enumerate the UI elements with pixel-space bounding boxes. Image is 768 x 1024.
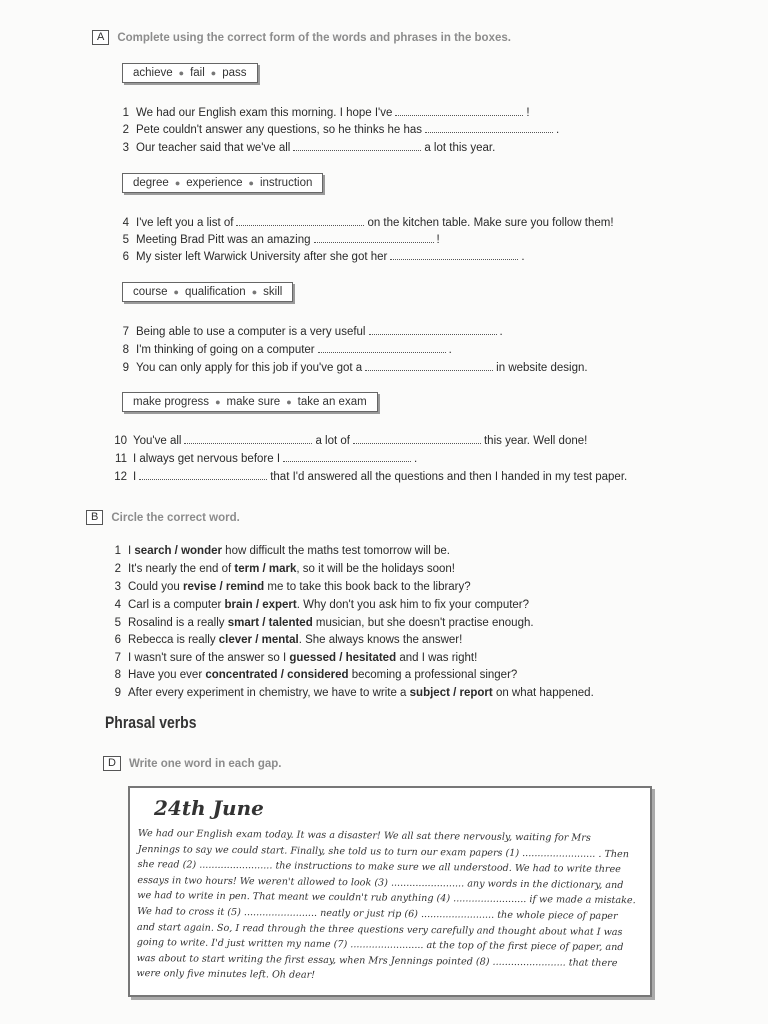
- answer-gap[interactable]: [425, 124, 553, 133]
- circle-item-b5: [107, 617, 534, 629]
- answer-gap[interactable]: [314, 234, 434, 243]
- word-box-4: [122, 392, 378, 412]
- box-word: qualification: [184, 286, 246, 298]
- bullet: ●: [173, 286, 179, 297]
- item-number: 1: [122, 107, 129, 119]
- item-text: that I'd answered all the questions and then I handed in my test paper.: [270, 471, 628, 483]
- bullet: ●: [174, 177, 181, 188]
- box-word: pass: [222, 67, 247, 79]
- exercise-item-a3: [115, 142, 495, 154]
- diary-line: We had our English exam today. It was a disaster! We all sat there nervously, waiting for Mrs: [137, 827, 591, 844]
- item-text: . Why don't you ask him to fix your computer?: [296, 599, 530, 611]
- item-text: Rosalind is a really: [128, 617, 225, 629]
- word-choice[interactable]: brain / expert: [224, 599, 297, 611]
- box-word: fail: [190, 67, 205, 79]
- section-a-header: [92, 30, 511, 45]
- item-text: Have you ever: [128, 669, 203, 681]
- bullet: ●: [248, 177, 254, 188]
- diary-line: essays in two hours! We weren't allowed to look (3) ........................ any words in the dictionary, and: [137, 874, 624, 891]
- word-choice[interactable]: guessed / hesitated: [289, 652, 397, 664]
- item-text: Our teacher said that we've all: [136, 142, 291, 154]
- exercise-item-a8: [115, 344, 452, 356]
- item-text: a lot this year.: [424, 142, 496, 154]
- answer-gap[interactable]: [283, 453, 411, 462]
- bullet: ●: [215, 396, 221, 407]
- item-text: After every experiment in chemistry, we have to write a: [128, 687, 407, 699]
- circle-item-b8: [107, 669, 517, 681]
- item-text: musician, but she doesn't practise enough.: [315, 617, 534, 629]
- word-choice[interactable]: search / wonder: [134, 545, 222, 557]
- diary-entry-box: [128, 786, 652, 997]
- item-text: on what happened.: [495, 687, 594, 699]
- item-text: on the kitchen table. Make sure you follow them!: [367, 217, 614, 229]
- answer-gap[interactable]: [353, 435, 481, 444]
- item-text: me to take this book back to the library?: [267, 581, 471, 593]
- box-word: instruction: [259, 177, 313, 189]
- item-number: 7: [122, 326, 129, 338]
- exercise-item-a4: [115, 217, 614, 229]
- item-text: .: [499, 326, 503, 338]
- answer-gap[interactable]: [318, 344, 446, 353]
- answer-gap[interactable]: [236, 217, 364, 226]
- exercise-item-a9: [115, 362, 588, 374]
- item-number: 6: [122, 251, 129, 263]
- item-text: a lot of: [315, 435, 350, 447]
- item-text: and I was right!: [399, 652, 478, 664]
- item-text: this year. Well done!: [483, 435, 588, 447]
- diary-text: [136, 826, 650, 987]
- box-word: skill: [263, 286, 283, 298]
- item-text: My sister left Warwick University after she got her: [136, 251, 388, 263]
- diary-line: Jennings to say we could start. Finally, she told us to turn our exam papers (1) ........................ . Then: [137, 843, 629, 860]
- section-d-header: [103, 756, 281, 771]
- section-letter: B: [86, 510, 103, 525]
- item-text: Could you: [128, 581, 180, 593]
- diary-line: she read (2) ........................ the instructions to make sure we all understood. We had to write three: [137, 859, 621, 876]
- box-word: take an exam: [297, 396, 367, 408]
- circle-item-b7: [107, 652, 477, 664]
- item-number: 5: [114, 617, 121, 629]
- item-text: I: [133, 471, 137, 483]
- item-text: I'm thinking of going on a computer: [136, 344, 315, 356]
- item-number: 8: [114, 669, 121, 681]
- item-text: You've all: [133, 435, 182, 447]
- box-word: experience: [186, 177, 243, 189]
- circle-item-b1: [107, 545, 450, 557]
- answer-gap[interactable]: [390, 251, 518, 260]
- box-word: course: [133, 286, 168, 298]
- bullet: ●: [210, 67, 217, 78]
- item-text: Carl is a computer: [128, 599, 222, 611]
- item-text: !: [436, 234, 440, 246]
- answer-gap[interactable]: [365, 362, 493, 371]
- answer-gap[interactable]: [369, 326, 497, 335]
- diary-line: was about to start writing the first essay, when Mrs Jennings pointed (8) ........................ that there: [136, 952, 618, 969]
- item-number: 3: [122, 142, 129, 154]
- bullet: ●: [286, 396, 292, 407]
- section-heading-phrasal-verbs: Phrasal verbs: [105, 713, 197, 732]
- exercise-item-a12: [109, 471, 627, 483]
- item-text: I wasn't sure of the answer so I: [128, 652, 287, 664]
- item-text: .: [448, 344, 452, 356]
- word-box-1: [122, 63, 258, 83]
- item-text: .: [521, 251, 525, 263]
- diary-line: and start again. So, I read through the three questions very carefully and thought about what I was: [136, 921, 623, 938]
- section-instruction: Circle the correct word.: [111, 511, 240, 524]
- item-text: You can only apply for this job if you've got a: [136, 362, 363, 374]
- bullet: ●: [251, 286, 258, 297]
- item-number: 5: [122, 234, 129, 246]
- section-instruction: Write one word in each gap.: [128, 757, 282, 770]
- section-letter: D: [103, 756, 121, 771]
- section-b-header: [86, 510, 240, 525]
- item-number: 7: [114, 652, 121, 664]
- word-choice[interactable]: smart / talented: [227, 617, 313, 629]
- diary-line: were only five minutes left. Oh dear!: [136, 968, 316, 982]
- word-choice[interactable]: subject / report: [409, 687, 493, 699]
- exercise-item-a11: [109, 453, 417, 465]
- answer-gap[interactable]: [293, 142, 421, 151]
- item-text: , so it will be the holidays soon!: [296, 563, 455, 575]
- circle-item-b6: [107, 634, 462, 646]
- section-instruction: Complete using the correct form of the words and phrases in the boxes.: [117, 31, 511, 44]
- box-word: make sure: [226, 396, 281, 408]
- item-text: . She always knows the answer!: [298, 634, 463, 646]
- item-number: 6: [114, 634, 121, 646]
- answer-gap[interactable]: [139, 471, 267, 480]
- item-text: in website design.: [496, 362, 588, 374]
- circle-item-b9: [107, 687, 594, 699]
- word-choice[interactable]: clever / mental: [218, 634, 299, 646]
- item-number: 4: [114, 599, 121, 611]
- item-number: 8: [122, 344, 129, 356]
- item-text: Pete couldn't answer any questions, so he thinks he has: [136, 124, 423, 136]
- item-number: 3: [114, 581, 121, 593]
- diary-line: We had to cross it (5) ........................ neatly or just rip (6) ........................ the whole piece of paper: [137, 905, 618, 922]
- answer-gap[interactable]: [395, 107, 523, 116]
- item-text: Rebecca is really: [128, 634, 216, 646]
- exercise-item-a1: [115, 107, 530, 119]
- circle-item-b2: [107, 563, 455, 575]
- item-number: 2: [114, 563, 121, 575]
- item-number: 11: [115, 453, 127, 465]
- exercise-item-a7: [115, 326, 503, 338]
- box-word: degree: [133, 177, 169, 189]
- section-letter: A: [92, 30, 109, 45]
- word-box-2: [122, 173, 323, 193]
- item-text: how difficult the maths test tomorrow will be.: [225, 545, 450, 557]
- item-text: .: [556, 124, 560, 136]
- word-choice[interactable]: revise / remind: [183, 581, 265, 593]
- item-number: 12: [114, 471, 127, 483]
- item-number: 4: [122, 217, 129, 229]
- item-text: I always get nervous before I: [133, 453, 281, 465]
- word-choice[interactable]: concentrated / considered: [205, 669, 349, 681]
- item-text: I've left you a list of: [136, 217, 234, 229]
- exercise-item-a10: [109, 435, 587, 447]
- bullet: ●: [178, 67, 185, 78]
- circle-item-b3: [107, 581, 471, 593]
- item-number: 2: [122, 124, 129, 136]
- answer-gap[interactable]: [184, 435, 312, 444]
- item-text: becoming a professional singer?: [351, 669, 518, 681]
- diary-line: going to write. I'd just written my name (7) ........................ at the top of the first piece of paper, and: [136, 937, 624, 954]
- item-text: !: [526, 107, 530, 119]
- word-box-3: [122, 282, 293, 302]
- item-text: I: [128, 545, 132, 557]
- item-text: We had our English exam this morning. I hope I've: [136, 107, 393, 119]
- box-word: make progress: [133, 396, 210, 408]
- item-text: It's nearly the end of: [128, 563, 232, 575]
- exercise-item-a2: [115, 124, 559, 136]
- item-number: 9: [114, 687, 121, 699]
- item-text: .: [414, 453, 418, 465]
- item-text: Being able to use a computer is a very useful: [136, 326, 366, 338]
- diary-line: we had to write in pen. That meant we couldn't rub anything (4) ........................ if we made a mistake.: [137, 890, 636, 907]
- word-choice[interactable]: term / mark: [234, 563, 297, 575]
- item-number: 10: [114, 435, 127, 447]
- item-text: Meeting Brad Pitt was an amazing: [136, 234, 311, 246]
- exercise-item-a6: [115, 251, 525, 263]
- item-number: 9: [122, 362, 129, 374]
- circle-item-b4: [107, 599, 529, 611]
- item-number: 1: [114, 545, 121, 557]
- exercise-item-a5: [115, 234, 440, 246]
- diary-date: 24th June: [154, 796, 264, 820]
- box-word: achieve: [133, 67, 173, 79]
